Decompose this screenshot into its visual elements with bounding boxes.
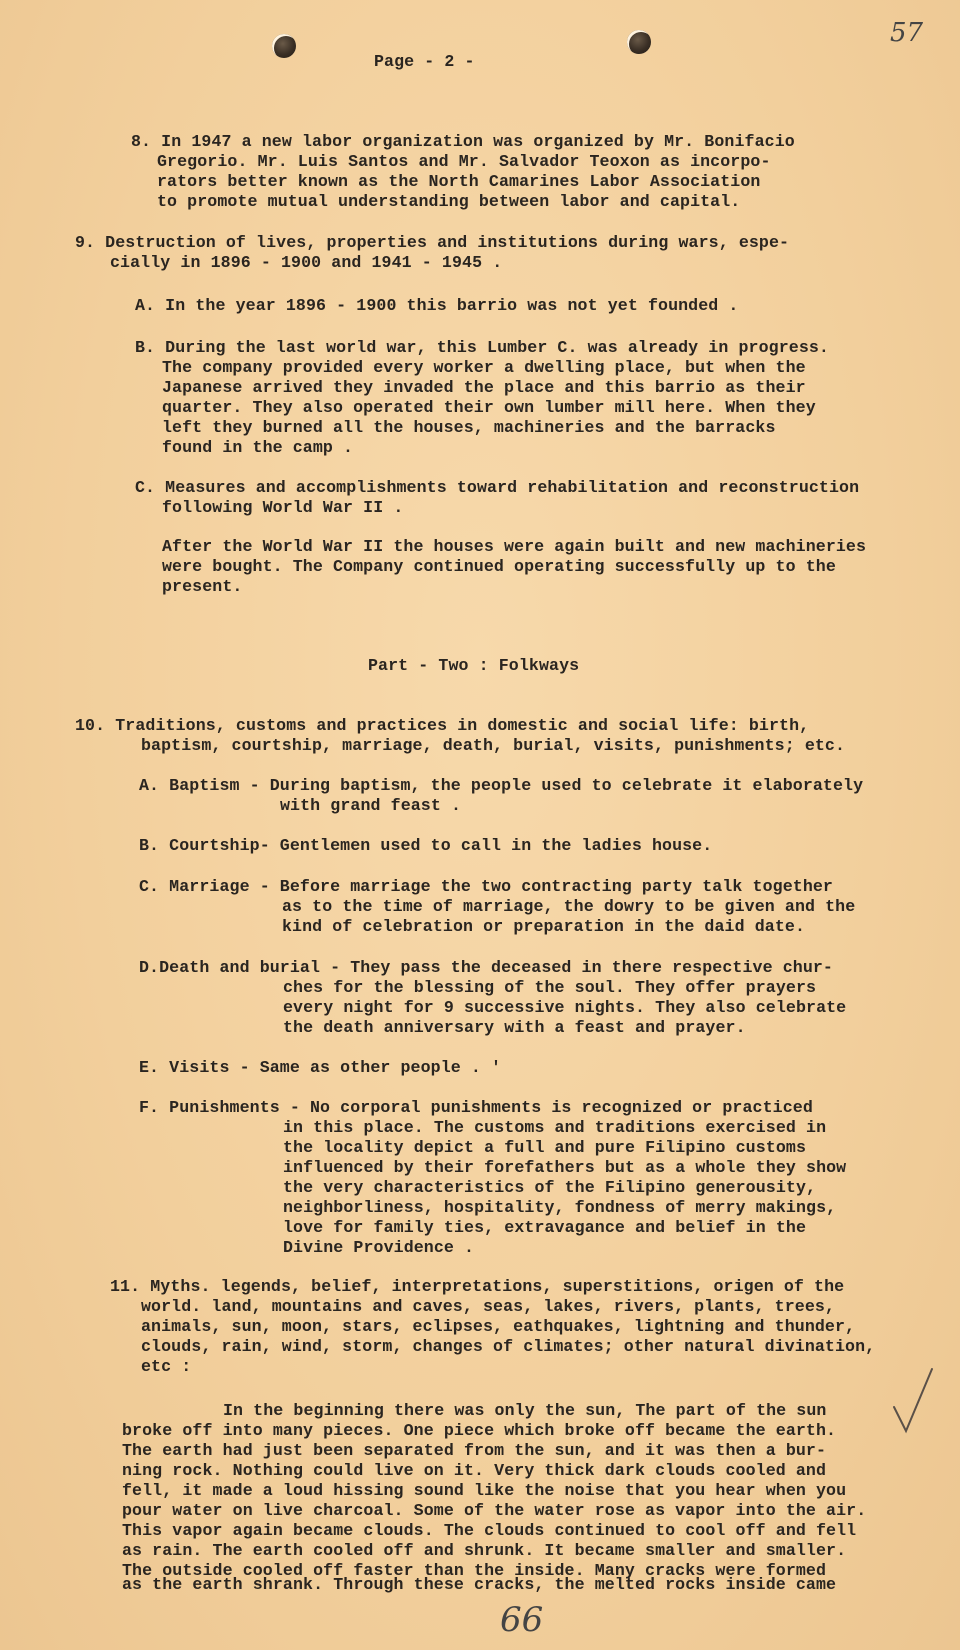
item8c-line-2: Gregorio. Mr. Luis Santos and Mr. Salvador Teoxon as incorpo- bbox=[157, 152, 771, 171]
item11-line-5: etc : bbox=[141, 1357, 192, 1376]
item9b-line-4: quarter. They also operated their own lumber mill here. When they bbox=[162, 398, 816, 417]
item8c-line-1: 8. In 1947 a new labor organization was organized by Mr. Bonifacio bbox=[131, 132, 795, 151]
item10f-line-4: influenced by their forefathers but as a whole they show bbox=[283, 1158, 847, 1177]
item10c-line-1: C. Marriage - Before marriage the two contracting party talk together bbox=[139, 877, 833, 896]
item9b-line-1: B. During the last world war, this Lumber C. was already in progress. bbox=[135, 338, 829, 357]
item10d-line-3: every night for 9 successive nights. They also celebrate bbox=[283, 998, 847, 1017]
myth-line-4: ning rock. Nothing could live on it. Very thick dark clouds cooled and bbox=[122, 1461, 827, 1480]
item11-line-4: clouds, rain, wind, storm, changes of climates; other natural divination, bbox=[141, 1337, 876, 1356]
item10e: E. Visits - Same as other people . ' bbox=[139, 1058, 502, 1077]
item9c-body-line-2: were bought. The Company continued operating successfully up to the bbox=[162, 557, 836, 576]
item9b-line-5: left they burned all the houses, machineries and the barracks bbox=[162, 418, 776, 437]
item10d-line-1: D.Death and burial - They pass the deceased in there respective chur- bbox=[139, 958, 833, 977]
myth-line-8: as rain. The earth cooled off and shrunk. It became smaller and smaller. bbox=[122, 1541, 847, 1560]
item10f-line-8: Divine Providence . bbox=[283, 1238, 475, 1257]
item11-line-2: world. land, mountains and caves, seas, lakes, rivers, plants, trees, bbox=[141, 1297, 835, 1316]
item9a: A. In the year 1896 - 1900 this barrio was not yet founded . bbox=[135, 296, 739, 315]
myth-line-9: The outside cooled off faster than the inside. Many cracks were formed bbox=[122, 1561, 827, 1580]
item10a-line-2: with grand feast . bbox=[280, 796, 462, 815]
punch-hole-right bbox=[627, 30, 651, 54]
item8c-line-3: rators better known as the North Camarines Labor Association bbox=[157, 172, 761, 191]
item10f-line-2: in this place. The customs and traditions exercised in bbox=[283, 1118, 827, 1137]
myth-line-6: pour water on live charcoal. Some of the water rose as vapor into the air. bbox=[122, 1501, 867, 1520]
item10a-line-1: A. Baptism - During baptism, the people used to celebrate it elaborately bbox=[139, 776, 864, 795]
myth-line-1: In the beginning there was only the sun, The part of the sun bbox=[223, 1401, 827, 1420]
myth-line-10: as the earth shrank. Through these cracks, the melted rocks inside came bbox=[122, 1575, 837, 1594]
item10b: B. Courtship- Gentlemen used to call in the ladies house. bbox=[139, 836, 713, 855]
item9-line-2: cially in 1896 - 1900 and 1941 - 1945 . bbox=[110, 253, 503, 272]
punch-hole-left bbox=[272, 34, 296, 58]
item9c-line-2: following World War II . bbox=[162, 498, 404, 517]
item10f-line-7: love for family ties, extravagance and belief in the bbox=[283, 1218, 807, 1237]
myth-line-7: This vapor again became clouds. The clouds continued to cool off and fell bbox=[122, 1521, 857, 1540]
item10f-line-6: neighborliness, hospitality, fondness of merry makings, bbox=[283, 1198, 837, 1217]
item9b-line-2: The company provided every worker a dwelling place, but when the bbox=[162, 358, 806, 377]
part-two-heading: Part - Two : Folkways bbox=[368, 656, 580, 675]
handwritten-bottom-number: 66 bbox=[500, 1600, 544, 1640]
page-header: Page - 2 - bbox=[374, 52, 475, 71]
item10d-line-2: ches for the blessing of the soul. They offer prayers bbox=[283, 978, 817, 997]
item10-line-2: baptism, courtship, marriage, death, burial, visits, punishments; etc. bbox=[141, 736, 846, 755]
myth-line-2: broke off into many pieces. One piece which broke off became the earth. bbox=[122, 1421, 837, 1440]
item10-line-1: 10. Traditions, customs and practices in domestic and social life: birth, bbox=[75, 716, 810, 735]
check-mark-icon bbox=[890, 1365, 936, 1435]
handwritten-page-number: 57 bbox=[890, 18, 924, 48]
item10c-line-2: as to the time of marriage, the dowry to be given and the bbox=[282, 897, 856, 916]
item10f-line-1: F. Punishments - No corporal punishments is recognized or practiced bbox=[139, 1098, 813, 1117]
myth-line-3: The earth had just been separated from the sun, and it was then a bur- bbox=[122, 1441, 827, 1460]
item10c-line-3: kind of celebration or preparation in the daid date. bbox=[282, 917, 806, 936]
item9c-body-line-3: present. bbox=[162, 577, 243, 596]
item11-line-3: animals, sun, moon, stars, eclipses, eathquakes, lightning and thunder, bbox=[141, 1317, 856, 1336]
item9b-line-3: Japanese arrived they invaded the place and this barrio as their bbox=[162, 378, 806, 397]
item9-line-1: 9. Destruction of lives, properties and institutions during wars, espe- bbox=[75, 233, 790, 252]
item10f-line-3: the locality depict a full and pure Filipino customs bbox=[283, 1138, 807, 1157]
item9b-line-6: found in the camp . bbox=[162, 438, 354, 457]
item9c-body-line-1: After the World War II the houses were again built and new machineries bbox=[162, 537, 867, 556]
item11-line-1: 11. Myths. legends, belief, interpretations, superstitions, origen of the bbox=[110, 1277, 845, 1296]
item10d-line-4: the death anniversary with a feast and prayer. bbox=[283, 1018, 746, 1037]
item8c-line-4: to promote mutual understanding between labor and capital. bbox=[157, 192, 741, 211]
myth-line-5: fell, it made a loud hissing sound like the noise that you hear when you bbox=[122, 1481, 847, 1500]
item10f-line-5: the very characteristics of the Filipino generousity, bbox=[283, 1178, 817, 1197]
item9c-line-1: C. Measures and accomplishments toward rehabilitation and reconstruction bbox=[135, 478, 860, 497]
